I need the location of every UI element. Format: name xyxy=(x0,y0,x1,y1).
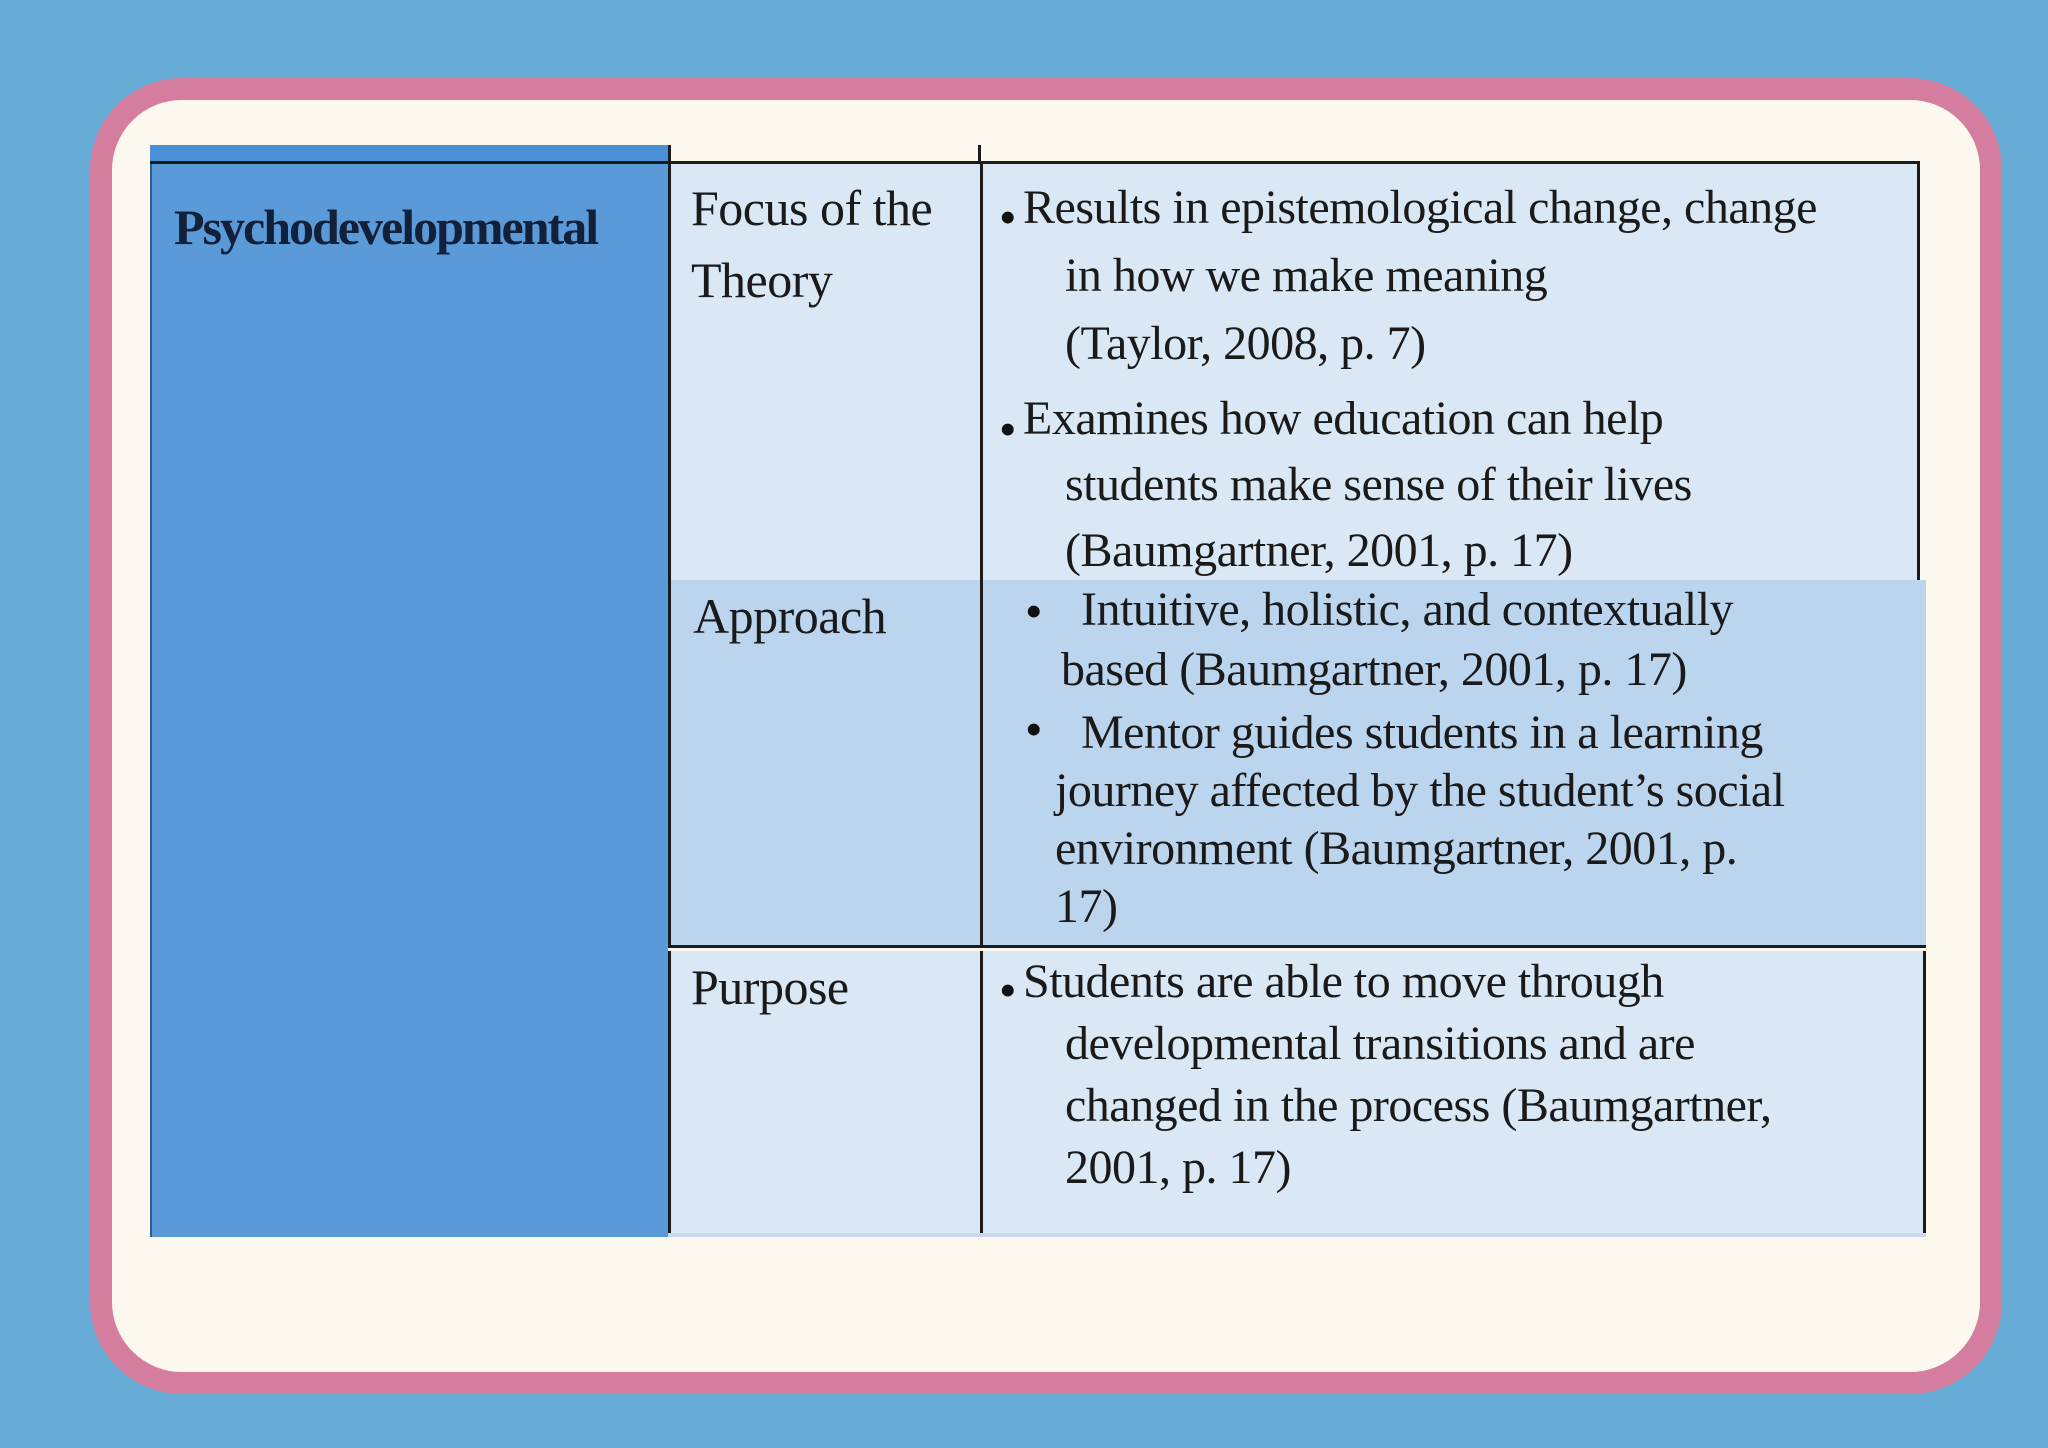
table-row-focus xyxy=(668,164,1920,580)
row-label-cell xyxy=(668,580,980,945)
list-item: Students are able to move through developmental transitions and are changed in the process (Baumgartner, 2001, p. 17) xyxy=(1023,955,1772,1194)
row-content-cell xyxy=(980,164,1920,580)
list-item: Intuitive, holistic, and contextually based (Baumgartner, 2001, p. 17) xyxy=(1061,583,1734,696)
previous-row-remnant xyxy=(150,145,1920,164)
row-content-cell xyxy=(980,580,1926,945)
bullet-icon: • xyxy=(1025,583,1043,639)
row-label: Approach xyxy=(693,588,887,644)
row-label: Purpose xyxy=(691,959,849,1015)
list-item: Mentor guides students in a learning journey affected by the student’s social environment (Baumgartner, 2001, p. 17) xyxy=(1055,706,1785,933)
row-label: Focus of the Theory xyxy=(691,180,933,308)
list-item: Results in epistemological change, change in how we make meaning (Taylor, 2008, p. 7) xyxy=(1023,181,1817,370)
category-label: Psychodevelopmental xyxy=(174,199,598,255)
content-card xyxy=(90,78,2002,1394)
bullet-icon: • xyxy=(999,189,1017,245)
table-row-approach xyxy=(668,580,1926,948)
row-content-cell xyxy=(980,951,1926,1237)
table-row-purpose xyxy=(668,951,1926,1237)
bullet-icon: • xyxy=(999,962,1017,1018)
bullet-icon: • xyxy=(999,401,1017,457)
category-cell xyxy=(150,164,668,1237)
bullet-icon: • xyxy=(1025,701,1043,757)
row-label-cell xyxy=(668,164,980,580)
list-item: Examines how education can help students make sense of their lives (Baumgartner, 2001, p. 17) xyxy=(1023,392,1692,577)
row-label-cell xyxy=(668,951,980,1237)
theory-table xyxy=(150,145,1926,1237)
